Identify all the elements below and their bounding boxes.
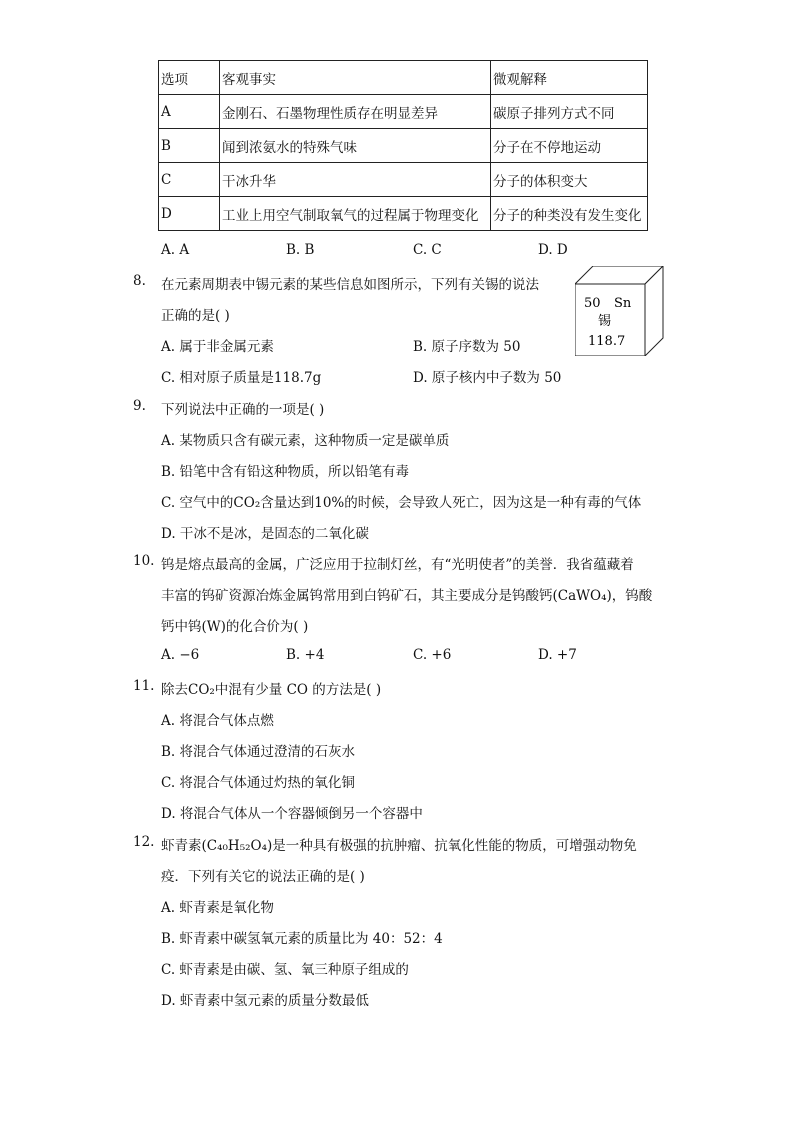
q9-option-d[interactable]: D. 干冰不是冰，是固态的二氧化碳 <box>161 526 369 542</box>
q8-option-c[interactable]: C. 相对原子质量是118.7g <box>161 370 322 386</box>
q11-option-a[interactable]: A. 将混合气体点燃 <box>161 713 274 729</box>
q10-option-d[interactable]: D. +7 <box>538 647 577 663</box>
q7-option-b[interactable]: B. B <box>286 242 315 258</box>
table-cell: D <box>159 197 220 231</box>
q9-option-c[interactable]: C. 空气中的CO₂含量达到10%的时候，会导致人死亡，因为这是一种有毒的气体 <box>161 495 642 511</box>
q12-stem-line2: 疫．下列有关它的说法正确的是( ) <box>161 869 365 885</box>
q10-stem-line3: 钙中钨(W)的化合价为( ) <box>161 619 309 635</box>
table-cell: 分子的种类没有发生变化 <box>491 197 648 231</box>
table-cell: 金刚石、石墨物理性质存在明显差异 <box>220 95 491 129</box>
table-cell: 碳原子排列方式不同 <box>491 95 648 129</box>
question-number: 9. <box>133 398 146 414</box>
table-cell: B <box>159 129 220 163</box>
q11-option-c[interactable]: C. 将混合气体通过灼热的氧化铜 <box>161 775 355 791</box>
table-cell: 分子的体积变大 <box>491 163 648 197</box>
q11-stem: 除去CO₂中混有少量 CO 的方法是( ) <box>161 682 382 698</box>
table-header: 微观解释 <box>491 61 648 95</box>
element-name: 锡 <box>598 314 612 329</box>
table-cell: 分子在不停地运动 <box>491 129 648 163</box>
table-cell: 闻到浓氨水的特殊气味 <box>220 129 491 163</box>
atomic-number: 50 <box>584 296 601 311</box>
table-cell: A <box>159 95 220 129</box>
q10-stem-line2: 丰富的钨矿资源冶炼金属钨常用到白钨矿石，其主要成分是钨酸钙(CaWO₄)，钨酸 <box>161 588 653 604</box>
tin-element-cube <box>575 266 665 356</box>
table-cell: 工业上用空气制取氧气的过程属于物理变化 <box>220 197 491 231</box>
question-number: 10. <box>133 553 155 569</box>
element-symbol: Sn <box>614 296 632 311</box>
q12-option-b[interactable]: B. 虾青素中碳氢氧元素的质量比为 40：52：4 <box>161 931 443 947</box>
q10-option-a[interactable]: A. −6 <box>161 647 200 663</box>
facts-table <box>158 60 648 231</box>
q7-option-a[interactable]: A. A <box>161 242 190 258</box>
q7-option-c[interactable]: C. C <box>413 242 442 258</box>
q11-option-d[interactable]: D. 将混合气体从一个容器倾倒另一个容器中 <box>161 806 423 822</box>
q11-option-b[interactable]: B. 将混合气体通过澄清的石灰水 <box>161 744 356 760</box>
table-row <box>159 129 648 163</box>
q9-option-b[interactable]: B. 铅笔中含有铅这种物质，所以铅笔有毒 <box>161 464 410 480</box>
q8-option-b[interactable]: B. 原子序数为 50 <box>413 339 521 355</box>
q12-option-c[interactable]: C. 虾青素是由碳、氢、氧三种原子组成的 <box>161 962 409 978</box>
q7-option-d[interactable]: D. D <box>538 242 568 258</box>
q12-option-a[interactable]: A. 虾青素是氧化物 <box>161 900 274 916</box>
table-header: 选项 <box>159 61 220 95</box>
table-row <box>159 197 648 231</box>
q8-stem-line1: 在元素周期表中锡元素的某些信息如图所示，下列有关锡的说法 <box>161 277 539 293</box>
q9-option-a[interactable]: A. 某物质只含有碳元素，这种物质一定是碳单质 <box>161 433 450 449</box>
table-header: 客观事实 <box>220 61 491 95</box>
q10-option-b[interactable]: B. +4 <box>286 647 325 663</box>
table-cell: 干冰升华 <box>220 163 491 197</box>
q8-option-d[interactable]: D. 原子核内中子数为 50 <box>413 370 562 386</box>
atomic-mass: 118.7 <box>588 334 626 349</box>
q10-stem-line1: 钨是熔点最高的金属，广泛应用于拉制灯丝，有“光明使者”的美誉．我省蕴藏着 <box>161 557 634 573</box>
q8-option-a[interactable]: A. 属于非金属元素 <box>161 339 274 355</box>
table-cell: C <box>159 163 220 197</box>
q12-stem-line1: 虾青素(C₄₀H₅₂O₄)是一种具有极强的抗肿瘤、抗氧化性能的物质，可增强动物免 <box>161 838 637 854</box>
question-number: 11. <box>133 678 155 694</box>
q9-stem: 下列说法中正确的一项是( ) <box>161 402 325 418</box>
table-header-row <box>159 61 648 95</box>
question-number: 12. <box>133 834 155 850</box>
question-number: 8. <box>133 273 146 289</box>
table-row <box>159 163 648 197</box>
table-row <box>159 95 648 129</box>
q8-stem-line2: 正确的是( ) <box>161 308 230 324</box>
q10-option-c[interactable]: C. +6 <box>413 647 452 663</box>
q12-option-d[interactable]: D. 虾青素中氢元素的质量分数最低 <box>161 993 369 1009</box>
